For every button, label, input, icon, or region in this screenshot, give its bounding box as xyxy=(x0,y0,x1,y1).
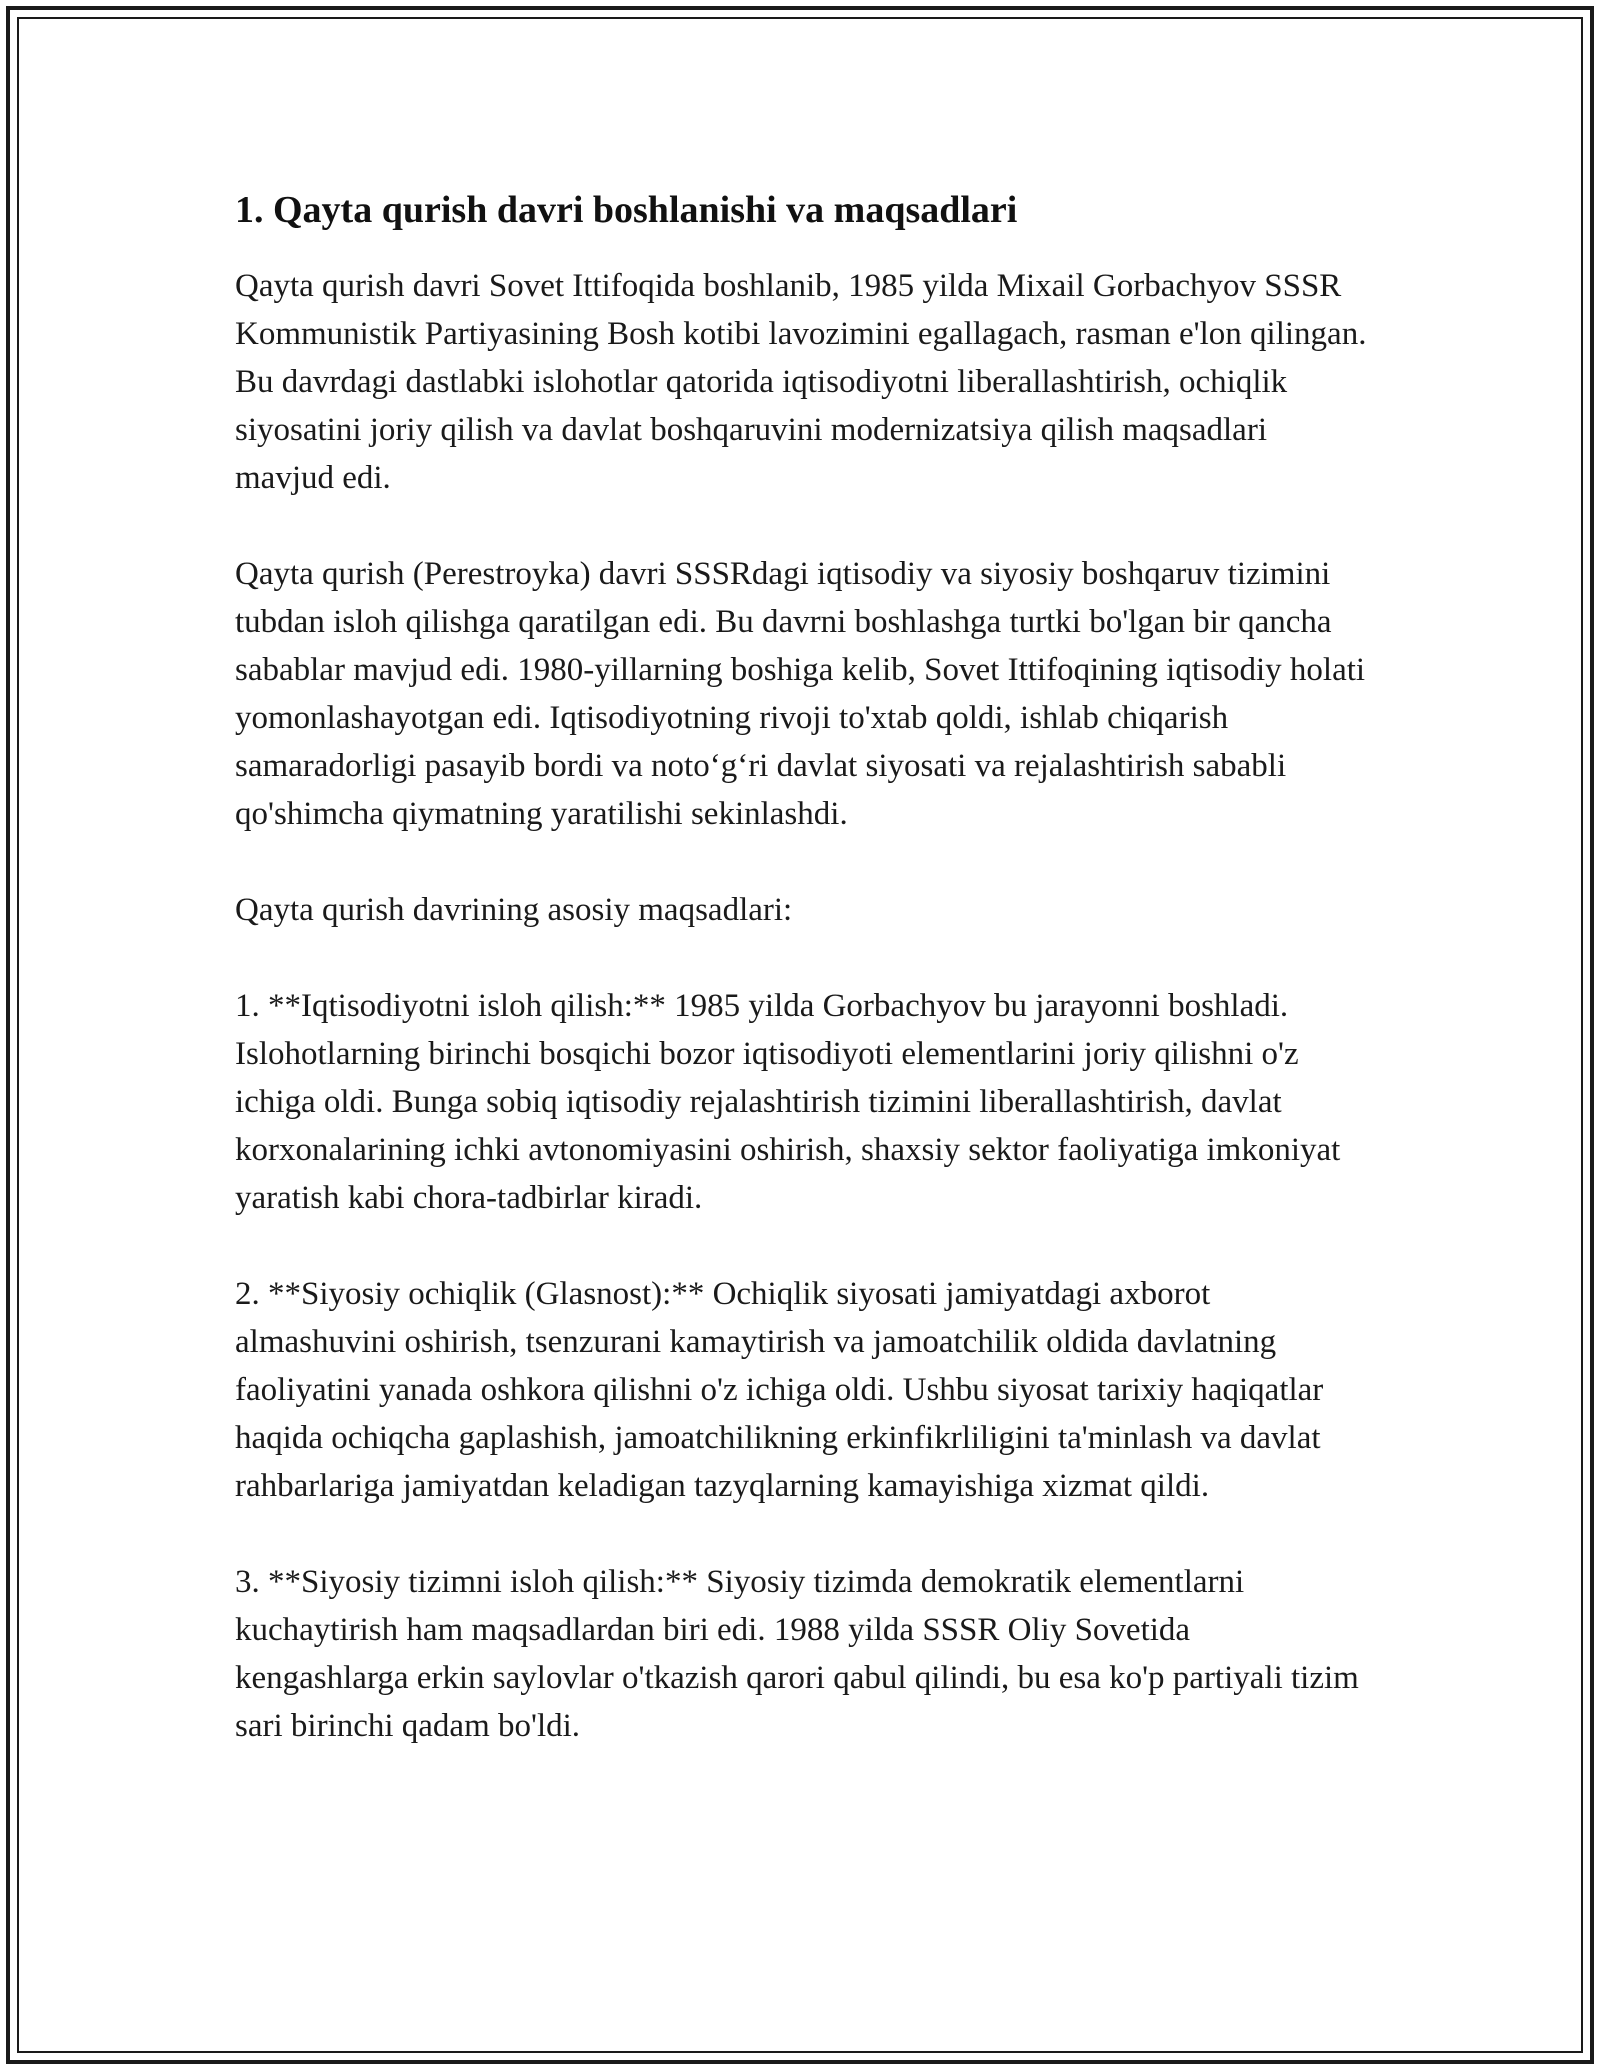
list-item-political-reform: 3. **Siyosiy tizimni isloh qilish:** Siyosiy tizimda demokratik elementlarni kuchaytirish ham maqsadlardan biri edi. 1988 yilda SSSR Oliy Sovetida kengashlarga erkin saylovlar o'tkazish qarori qabul qilindi, bu esa ko'p partiyali tizim sari birinchi qadam bo'ldi. xyxy=(235,1564,1359,1744)
paragraph-intro: Qayta qurish davri Sovet Ittifoqida boshlanib, 1985 yilda Mixail Gorbachyov SSSR Kommunistik Partiyasining Bosh kotibi lavozimini egallagach, rasman e'lon qilingan. Bu davrdagi dastlabki islohotlar qatorida iqtisodiyotni liberallashtirish, ochiqlik siyosatini joriy qilish va davlat boshqaruvini modernizatsiya qilish maqsadlari mavjud edi. xyxy=(235,268,1367,496)
paragraph-background: Qayta qurish (Perestroyka) davri SSSRdagi iqtisodiy va siyosiy boshqaruv tizimini tubdan isloh qilishga qaratilgan edi. Bu davrni boshlashga turtki bo'lgan bir qancha sabablar mavjud edi. 1980-yillarning boshiga kelib, Sovet Ittifoqining iqtisodiy holati yomonlashayotgan edi. Iqtisodiyotning rivoji to'xtab qoldi, ishlab chiqarish samaradorligi pasayib bordi va noto‘g‘ri davlat siyosati va rejalashtirish sababli qo'shimcha qiymatning yaratilishi sekinlashdi. xyxy=(235,556,1366,832)
document-body xyxy=(235,186,1370,1798)
paragraph-goals-lead: Qayta qurish davrining asosiy maqsadlari: xyxy=(235,892,793,928)
list-item-glasnost: 2. **Siyosiy ochiqlik (Glasnost):** Ochiqlik siyosati jamiyatdagi axborot almashuvini oshirish, tsenzurani kamaytirish va jamoatchilik oldida davlatning faoliyatini yanada oshkora qilishni o'z ichiga oldi. Ushbu siyosat tarixiy haqiqatlar haqida ochiqcha gaplashish, jamoatchilikning erkinfikrliligini ta'minlash va davlat rahbarlariga jamiyatdan keladigan tazyqlarning kamayishiga xizmat qildi. xyxy=(235,1276,1324,1504)
list-item-economic-reform: 1. **Iqtisodiyotni isloh qilish:** 1985 yilda Gorbachyov bu jarayonni boshladi. Islohotlarning birinchi bosqichi bozor iqtisodiyoti elementlarini joriy qilishni o'z ichiga oldi. Bunga sobiq iqtisodiy rejalashtirish tizimini liberallashtirish, davlat korxonalarining ichki avtonomiyasini oshirish, shaxsiy sektor faoliyatiga imkoniyat yaratish kabi chora-tadbirlar kiradi. xyxy=(235,988,1341,1216)
section-heading: 1. Qayta qurish davri boshlanishi va maqsadlari xyxy=(235,189,1018,231)
